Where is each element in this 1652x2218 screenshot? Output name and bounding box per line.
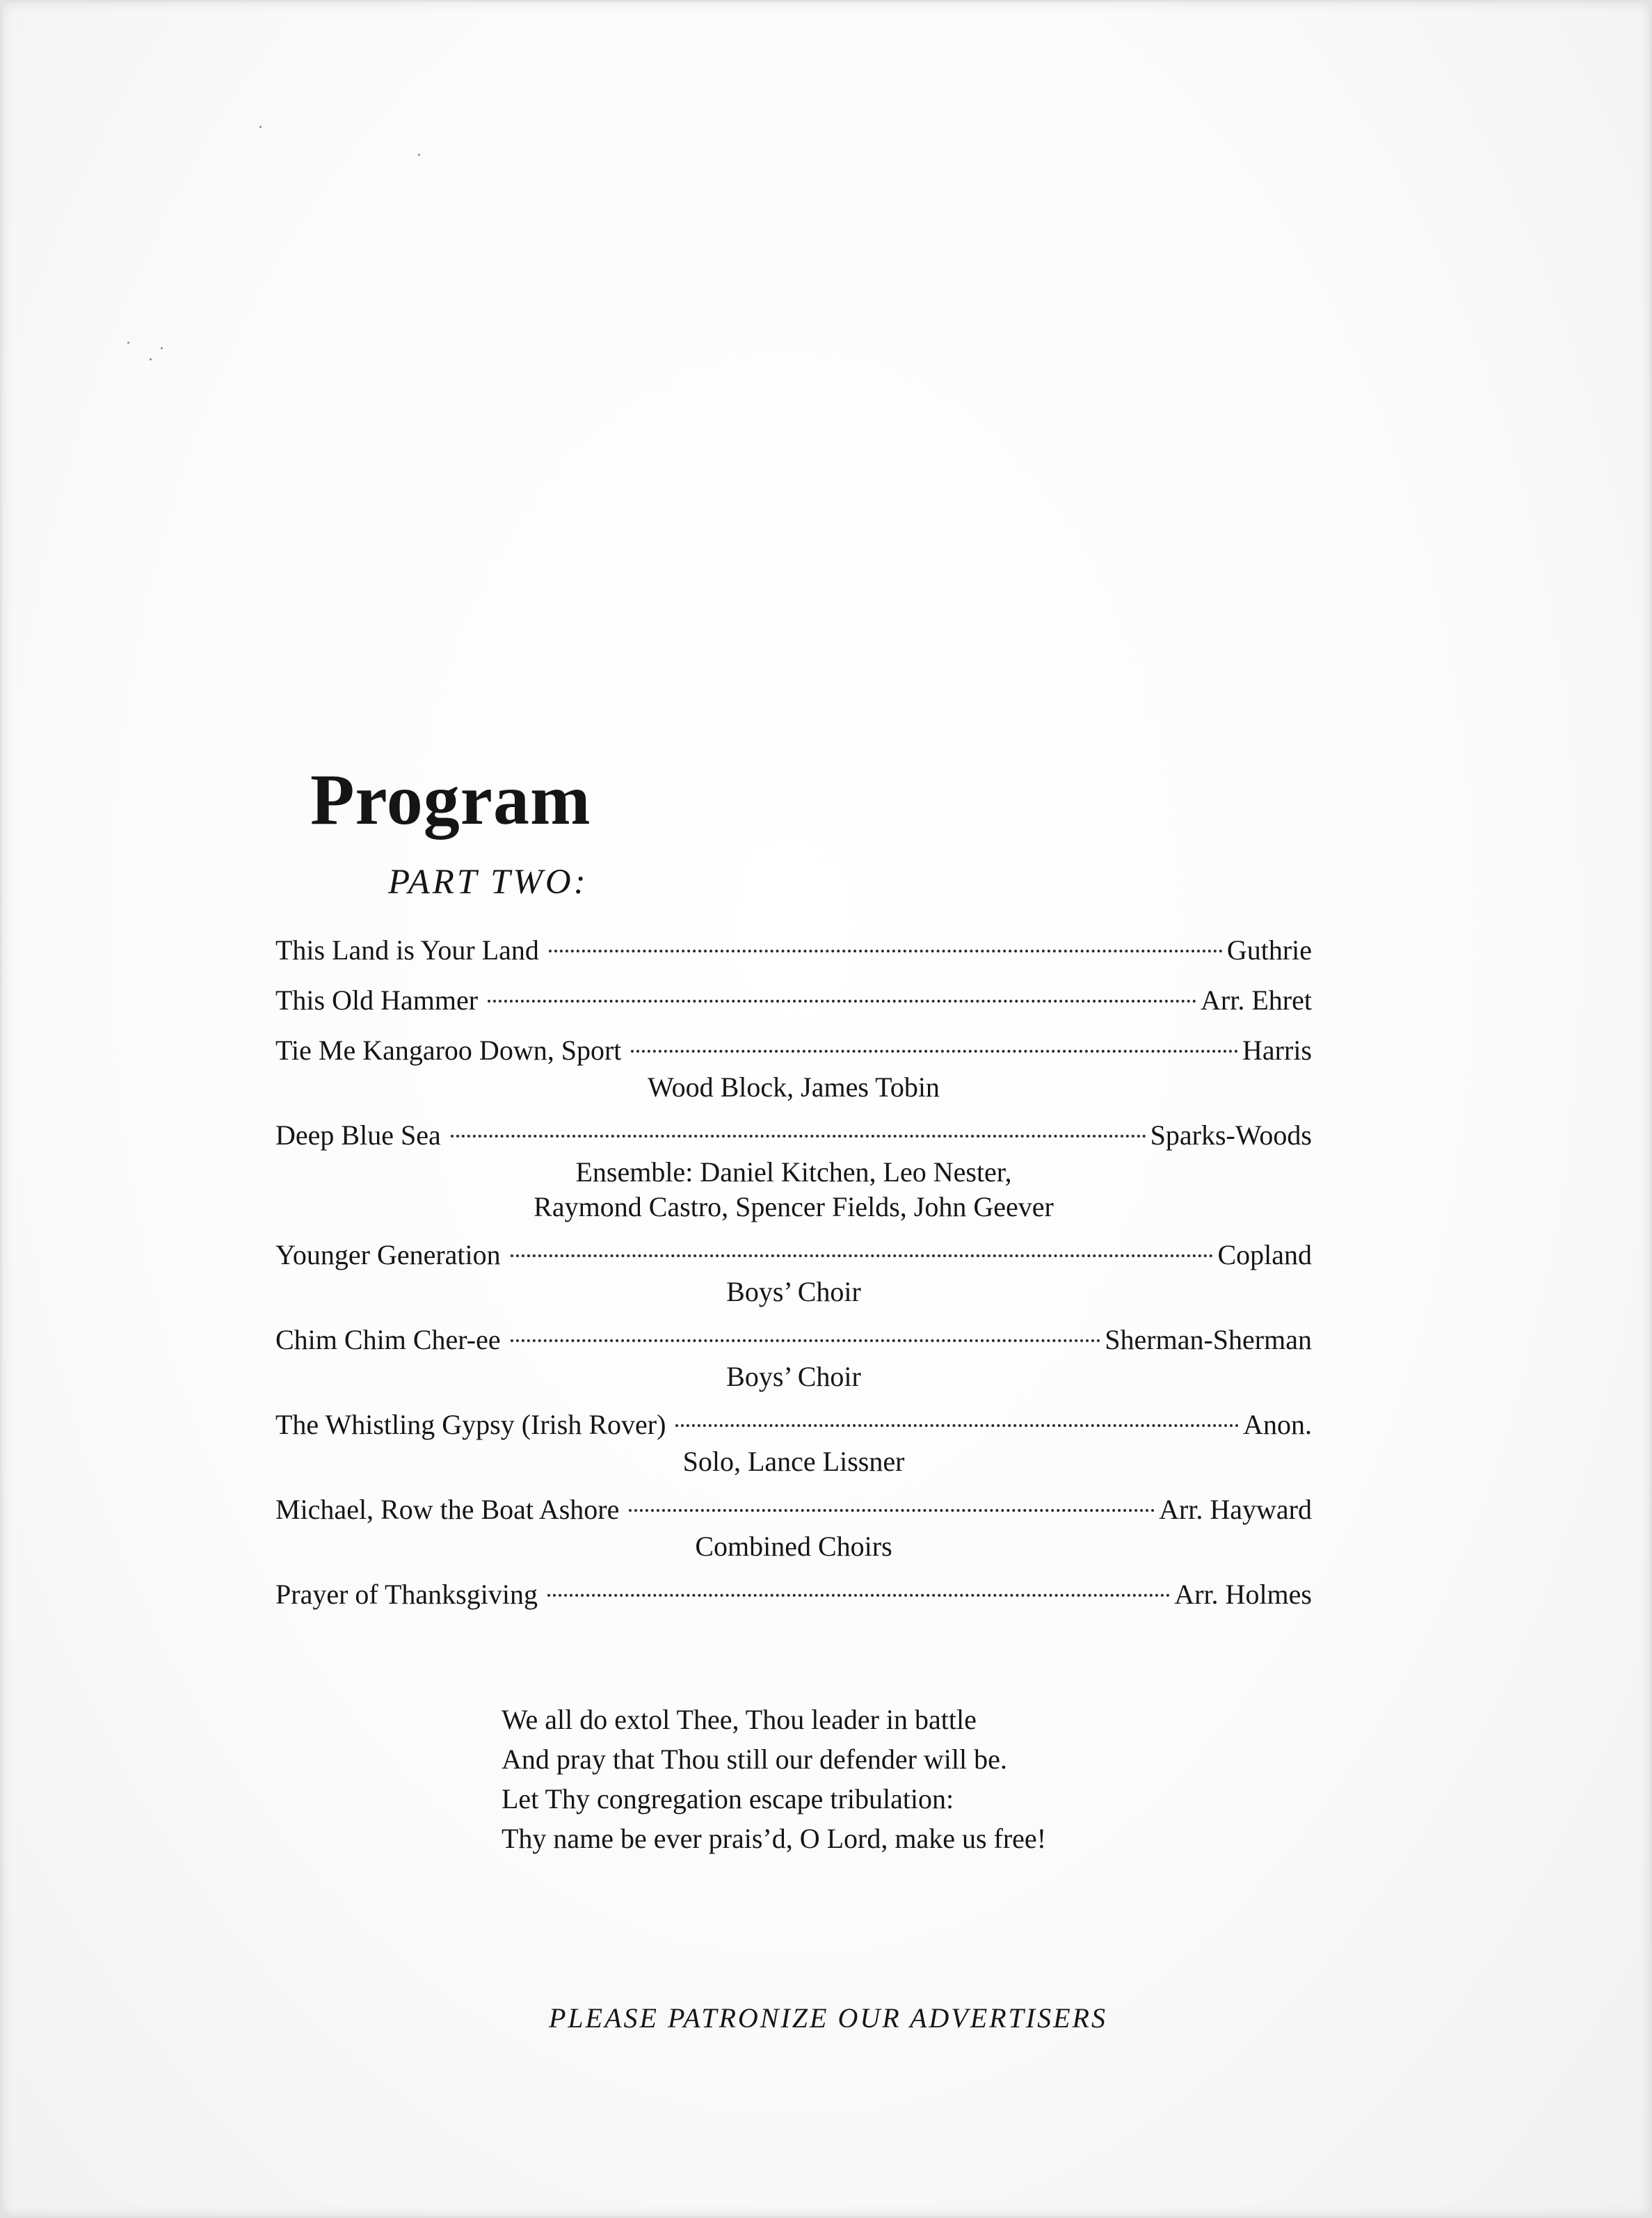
program-entry — [275, 1318, 1312, 1396]
dot-leader — [451, 1135, 1146, 1138]
dot-leader — [629, 1509, 1155, 1512]
program-entry-credit: Anon. — [1243, 1409, 1312, 1440]
program-entry-line — [275, 1573, 1312, 1616]
paper-speck — [150, 358, 152, 360]
dot-leader — [511, 1254, 1214, 1257]
program-entry-note: Boys’ Choir — [726, 1276, 861, 1307]
program-entry-credit: Arr. Hayward — [1159, 1494, 1312, 1525]
program-entry-credit: Copland — [1217, 1239, 1312, 1270]
program-list — [275, 929, 1312, 1623]
footer-note: PLEASE PATRONIZE OUR ADVERTISERS — [549, 2002, 1107, 2034]
program-entry-line — [275, 979, 1312, 1022]
program-entry — [275, 929, 1312, 972]
program-entry-line — [275, 1488, 1312, 1531]
program-entry — [275, 1029, 1312, 1107]
paper-speck — [161, 347, 163, 349]
verse-line: And pray that Thou still our defender will be. — [502, 1744, 1007, 1775]
program-entry-line — [275, 1029, 1312, 1072]
program-entry-note: Raymond Castro, Spencer Fields, John Geever — [534, 1191, 1054, 1222]
program-entry-credit: Guthrie — [1226, 934, 1312, 966]
page-title: Program — [310, 760, 591, 840]
program-entry-credit: Sherman-Sherman — [1105, 1324, 1312, 1355]
dot-leader — [675, 1424, 1239, 1427]
dot-leader — [549, 950, 1223, 952]
program-entry-credit: Arr. Holmes — [1174, 1579, 1312, 1610]
program-entry-line — [275, 929, 1312, 972]
program-entry-title: Michael, Row the Boat Ashore — [275, 1494, 620, 1525]
program-entry-credit: Sparks-Woods — [1150, 1119, 1312, 1151]
program-entry-note: Boys’ Choir — [726, 1361, 861, 1392]
program-entry-title: The Whistling Gypsy (Irish Rover) — [275, 1409, 666, 1440]
program-entry — [275, 979, 1312, 1022]
program-entry-line — [275, 1234, 1312, 1277]
paper-speck — [127, 342, 129, 344]
dot-leader — [511, 1339, 1101, 1342]
program-entry — [275, 1234, 1312, 1311]
page-subtitle: PART TWO: — [388, 863, 588, 902]
hymn-verse — [502, 1700, 1046, 1858]
program-entry-note: Combined Choirs — [695, 1531, 892, 1562]
program-entry-title: This Old Hammer — [275, 984, 479, 1016]
program-entry-title: Chim Chim Cher-ee — [275, 1324, 501, 1355]
verse-line: Let Thy congregation escape tribulation: — [502, 1783, 954, 1814]
program-entry-title: Younger Generation — [275, 1239, 501, 1270]
program-entry-title: Tie Me Kangaroo Down, Sport — [275, 1035, 622, 1066]
verse-line: Thy name be ever prais’d, O Lord, make us free! — [502, 1823, 1047, 1854]
paper-speck — [418, 154, 420, 156]
program-entry — [275, 1573, 1312, 1616]
program-entry — [275, 1403, 1312, 1481]
program-entry-credit: Harris — [1242, 1035, 1312, 1066]
program-entry-line — [275, 1114, 1312, 1157]
program-entry-note: Ensemble: Daniel Kitchen, Leo Nester, — [575, 1156, 1012, 1188]
program-entry-line — [275, 1403, 1312, 1446]
program-entry-title: Prayer of Thanksgiving — [275, 1579, 538, 1610]
program-entry-note: Wood Block, James Tobin — [648, 1071, 940, 1103]
dot-leader — [488, 1000, 1196, 1003]
program-entry-title: Deep Blue Sea — [275, 1119, 441, 1151]
dot-leader — [631, 1050, 1238, 1053]
program-entry — [275, 1488, 1312, 1566]
program-entry-credit: Arr. Ehret — [1201, 984, 1312, 1016]
dot-leader — [547, 1594, 1170, 1597]
program-entry — [275, 1114, 1312, 1227]
program-entry-note: Solo, Lance Lissner — [682, 1446, 905, 1477]
paper-speck — [259, 126, 262, 128]
program-entry-line — [275, 1318, 1312, 1362]
verse-line: We all do extol Thee, Thou leader in battle — [502, 1704, 977, 1735]
program-entry-title: This Land is Your Land — [275, 934, 539, 966]
